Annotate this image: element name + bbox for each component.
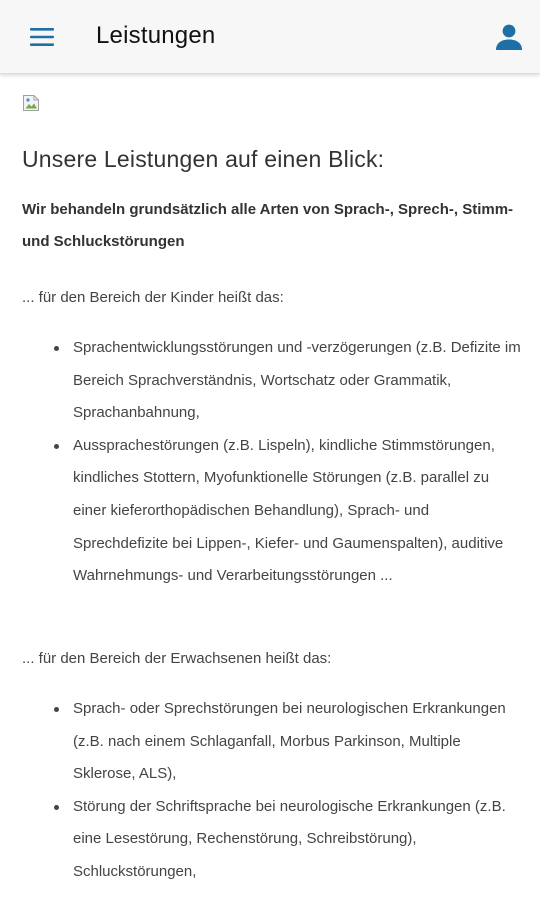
adults-lead-text: ... für den Bereich der Erwachsenen heißt das: — [22, 650, 332, 667]
list-item: Aussprachestörungen (z.B. Lispeln), kindliche Stimmstörungen, kindliches Stottern, Myofunktionelle Störungen (z.B. parallel zu einer kieferorthopädischen Behandlung), Sprach- und Sprechdefizite bei Lippen-, Kiefer- und Gaumenspalten), auditive Wahrnehmungs- und Verarbeitungsstörungen ... — [22, 430, 522, 593]
intro-text: Wir behandeln grundsätzlich alle Arten von Sprach-, Sprech-, Stimm- und Schluckstörungen — [22, 201, 514, 250]
list-item: Sprach- oder Sprechstörungen bei neurologischen Erkrankungen (z.B. nach einem Schlaganfall, Morbus Parkinson, Multiple Sklerose, ALS), — [22, 693, 522, 791]
section-heading: Unsere Leistungen auf einen Blick: — [22, 146, 385, 172]
page-title: Leistungen — [96, 22, 216, 49]
list-item: Sprachentwicklungsstörungen und -verzögerungen (z.B. Defizite im Bereich Sprachverständnis, Wortschatz oder Grammatik, Sprachanbahnung, — [22, 332, 522, 430]
list-item: Störung der Schriftsprache bei neurologische Erkrankungen (z.B. eine Lesestörung, Rechenstörung, Schreibstörung), Schluckstörungen, — [22, 791, 522, 889]
account-icon[interactable] — [492, 20, 526, 54]
children-lead-text: ... für den Bereich der Kinder heißt das: — [22, 289, 284, 306]
main-content — [0, 74, 540, 900]
adults-services-list — [22, 693, 522, 889]
broken-image-icon — [22, 94, 40, 112]
children-services-list — [22, 332, 522, 593]
app-bar — [0, 0, 540, 74]
hamburger-menu-icon[interactable] — [18, 19, 66, 55]
